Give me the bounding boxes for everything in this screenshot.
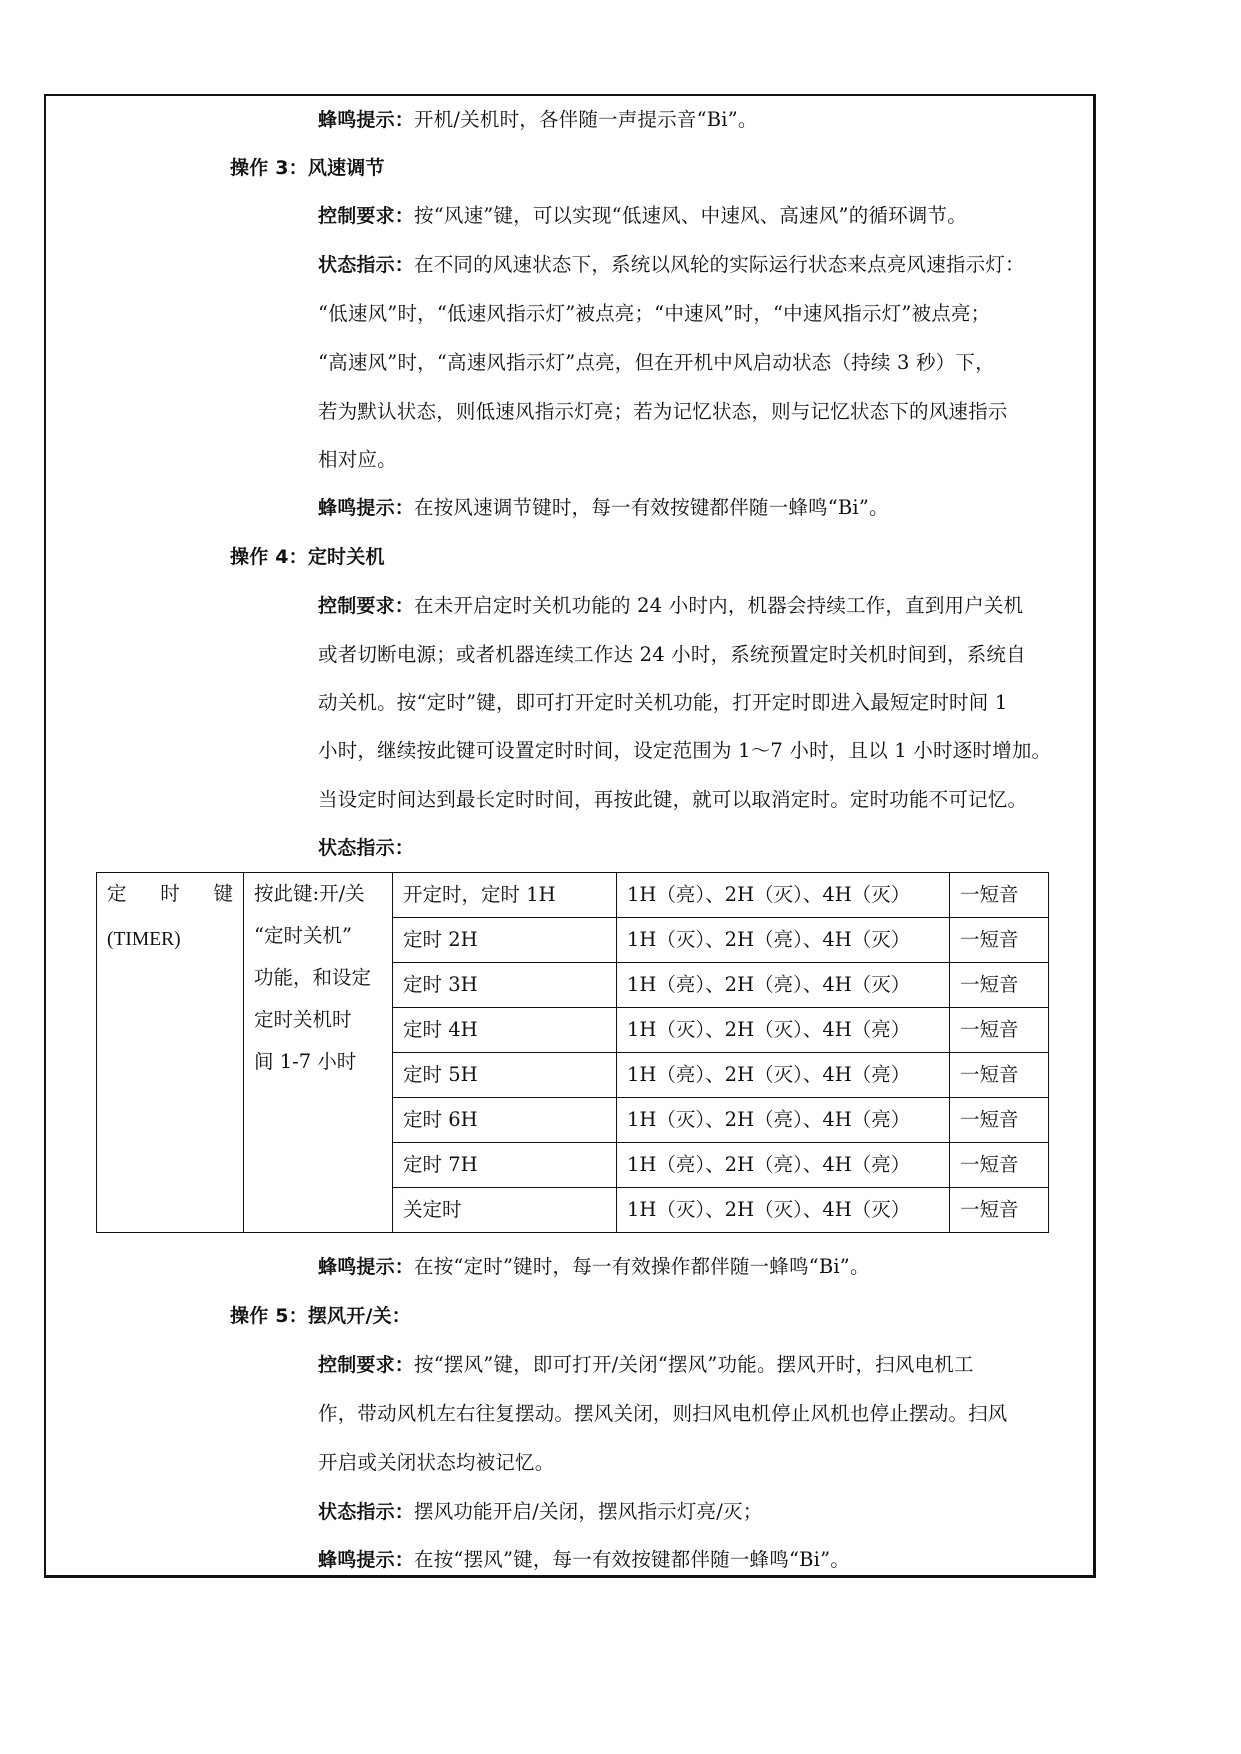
op5-buzzer-text: 在按“摆风”键，每一有效按键都伴随一蜂鸣“Bi”。 bbox=[414, 1548, 850, 1571]
timer-lights-cell: 1H（灭）、2H（亮）、4H（灭） bbox=[617, 918, 950, 963]
timer-lights-cell: 1H（灭）、2H（灭）、4H（亮） bbox=[617, 1008, 950, 1053]
timer-lights-cell: 1H（亮）、2H（亮）、4H（灭） bbox=[617, 963, 950, 1008]
timer-state-cell: 定时 7H bbox=[393, 1143, 617, 1188]
op5-buzzer-line bbox=[318, 1546, 850, 1574]
timer-state-cell: 定时 3H bbox=[393, 963, 617, 1008]
op4-control-text-1: 在未开启定时关机功能的 24 小时内，机器会持续工作，直到用户关机 bbox=[414, 594, 1024, 617]
timer-key-en: (TIMER) bbox=[107, 929, 181, 950]
op4-control-line-1 bbox=[318, 592, 1023, 620]
op5-control-label: 控制要求： bbox=[318, 1354, 415, 1376]
op4-heading-title: 定时关机 bbox=[307, 546, 385, 568]
op3-status-line-1 bbox=[318, 251, 1025, 279]
timer-sound-cell: 一短音 bbox=[950, 963, 1049, 1008]
op3-heading-prefix: 操作 3： bbox=[230, 157, 308, 179]
timer-key-char: 时 bbox=[160, 882, 180, 905]
timer-lights-cell: 1H（亮）、2H（亮）、4H（亮） bbox=[617, 1143, 950, 1188]
op4-status-label: 状态指示： bbox=[318, 837, 415, 859]
timer-lights-cell: 1H（灭）、2H（亮）、4H（亮） bbox=[617, 1098, 950, 1143]
op4-buzzer-text: 在按“定时”键时，每一有效操作都伴随一蜂鸣“Bi”。 bbox=[414, 1255, 870, 1278]
op3-status-line-3: “高速风”时，“高速风指示灯”点亮，但在开机中风启动状态（持续 3 秒）下， bbox=[318, 351, 995, 374]
op3-heading-title: 风速调节 bbox=[307, 157, 385, 179]
op3-buzzer-line bbox=[318, 494, 889, 522]
timer-sound-cell: 一短音 bbox=[950, 918, 1049, 963]
op3-buzzer-text: 在按风速调节键时，每一有效按键都伴随一蜂鸣“Bi”。 bbox=[414, 496, 889, 519]
timer-key-char: 定 bbox=[107, 882, 127, 905]
op3-control-label: 控制要求： bbox=[318, 205, 415, 227]
op3-buzzer-label: 蜂鸣提示： bbox=[318, 497, 415, 519]
op5-status-text: 摆风功能开启/关闭，摆风指示灯亮/灭； bbox=[414, 1500, 763, 1523]
op3-heading bbox=[230, 154, 385, 182]
op5-control-line-3: 开启或关闭状态均被记忆。 bbox=[318, 1451, 555, 1474]
timer-status-table bbox=[96, 872, 1049, 1233]
timer-desc-line: 间 1-7 小时 bbox=[254, 1050, 357, 1073]
op4-control-line-4: 小时，继续按此键可设置定时时间，设定范围为 1～7 小时，且以 1 小时逐时增加。 bbox=[318, 739, 1052, 762]
table-row bbox=[97, 873, 1049, 918]
timer-key-char: 键 bbox=[213, 882, 233, 905]
op3-control-text: 按“风速”键，可以实现“低速风、中速风、高速风”的循环调节。 bbox=[414, 204, 967, 227]
timer-state-cell: 关定时 bbox=[393, 1188, 617, 1233]
timer-key-cell bbox=[97, 873, 244, 1233]
power-buzzer-line bbox=[318, 106, 758, 134]
timer-key-name bbox=[107, 882, 233, 906]
op5-status-label: 状态指示： bbox=[318, 1501, 415, 1523]
timer-lights-cell: 1H（亮）、2H（灭）、4H（灭） bbox=[617, 873, 950, 918]
op3-status-text-1: 在不同的风速状态下，系统以风轮的实际运行状态来点亮风速指示灯： bbox=[414, 253, 1025, 276]
op4-control-label: 控制要求： bbox=[318, 595, 415, 617]
timer-state-cell: 定时 6H bbox=[393, 1098, 617, 1143]
timer-sound-cell: 一短音 bbox=[950, 1098, 1049, 1143]
timer-desc-line: 定时关机时 bbox=[254, 1008, 352, 1031]
op4-buzzer-line bbox=[318, 1253, 870, 1281]
op4-buzzer-label: 蜂鸣提示： bbox=[318, 1256, 415, 1278]
op4-control-line-3: 动关机。按“定时”键，即可打开定时关机功能，打开定时即进入最短定时时间 1 bbox=[318, 691, 1008, 714]
timer-desc-line: 按此键:开/关 bbox=[254, 882, 365, 905]
op3-status-line-2: “低速风”时，“低速风指示灯”被点亮；“中速风”时，“中速风指示灯”被点亮； bbox=[318, 302, 991, 325]
op5-heading-prefix: 操作 5： bbox=[230, 1305, 308, 1327]
op5-control-text-1: 按“摆风”键，即可打开/关闭“摆风”功能。摆风开时，扫风电机工 bbox=[414, 1353, 974, 1376]
op5-status-line bbox=[318, 1498, 762, 1526]
op5-heading bbox=[230, 1302, 411, 1330]
timer-state-cell: 定时 5H bbox=[393, 1053, 617, 1098]
timer-lights-cell: 1H（灭）、2H（灭）、4H（灭） bbox=[617, 1188, 950, 1233]
op5-heading-title: 摆风开/关： bbox=[307, 1305, 411, 1327]
op4-control-line-5: 当设定时间达到最长定时时间，再按此键，就可以取消定时。定时功能不可记忆。 bbox=[318, 788, 1028, 811]
timer-sound-cell: 一短音 bbox=[950, 1143, 1049, 1188]
timer-state-cell: 开定时，定时 1H bbox=[393, 873, 617, 918]
op4-heading-prefix: 操作 4： bbox=[230, 546, 308, 568]
timer-desc-line: “定时关机” bbox=[254, 924, 352, 947]
op5-buzzer-label: 蜂鸣提示： bbox=[318, 1549, 415, 1571]
timer-lights-cell: 1H（亮）、2H（灭）、4H（亮） bbox=[617, 1053, 950, 1098]
timer-desc-line: 功能，和设定 bbox=[254, 966, 372, 989]
timer-state-cell: 定时 4H bbox=[393, 1008, 617, 1053]
op3-status-line-5: 相对应。 bbox=[318, 448, 397, 471]
power-buzzer-label: 蜂鸣提示： bbox=[318, 109, 415, 131]
op4-control-line-2: 或者切断电源；或者机器连续工作达 24 小时，系统预置定时关机时间到，系统自 bbox=[318, 643, 1026, 666]
timer-desc-cell bbox=[244, 873, 393, 1233]
op3-control-line bbox=[318, 202, 967, 230]
op3-status-label: 状态指示： bbox=[318, 254, 415, 276]
power-buzzer-text: 开机/关机时，各伴随一声提示音“Bi”。 bbox=[414, 108, 758, 131]
timer-sound-cell: 一短音 bbox=[950, 1053, 1049, 1098]
op5-control-line-2: 作，带动风机左右往复摆动。摆风关闭，则扫风电机停止风机也停止摆动。扫风 bbox=[318, 1402, 1008, 1425]
timer-sound-cell: 一短音 bbox=[950, 873, 1049, 918]
op5-control-line-1 bbox=[318, 1351, 974, 1379]
timer-sound-cell: 一短音 bbox=[950, 1008, 1049, 1053]
op4-heading bbox=[230, 543, 385, 571]
timer-state-cell: 定时 2H bbox=[393, 918, 617, 963]
op3-status-line-4: 若为默认状态，则低速风指示灯亮；若为记忆状态，则与记忆状态下的风速指示 bbox=[318, 400, 1008, 423]
timer-sound-cell: 一短音 bbox=[950, 1188, 1049, 1233]
